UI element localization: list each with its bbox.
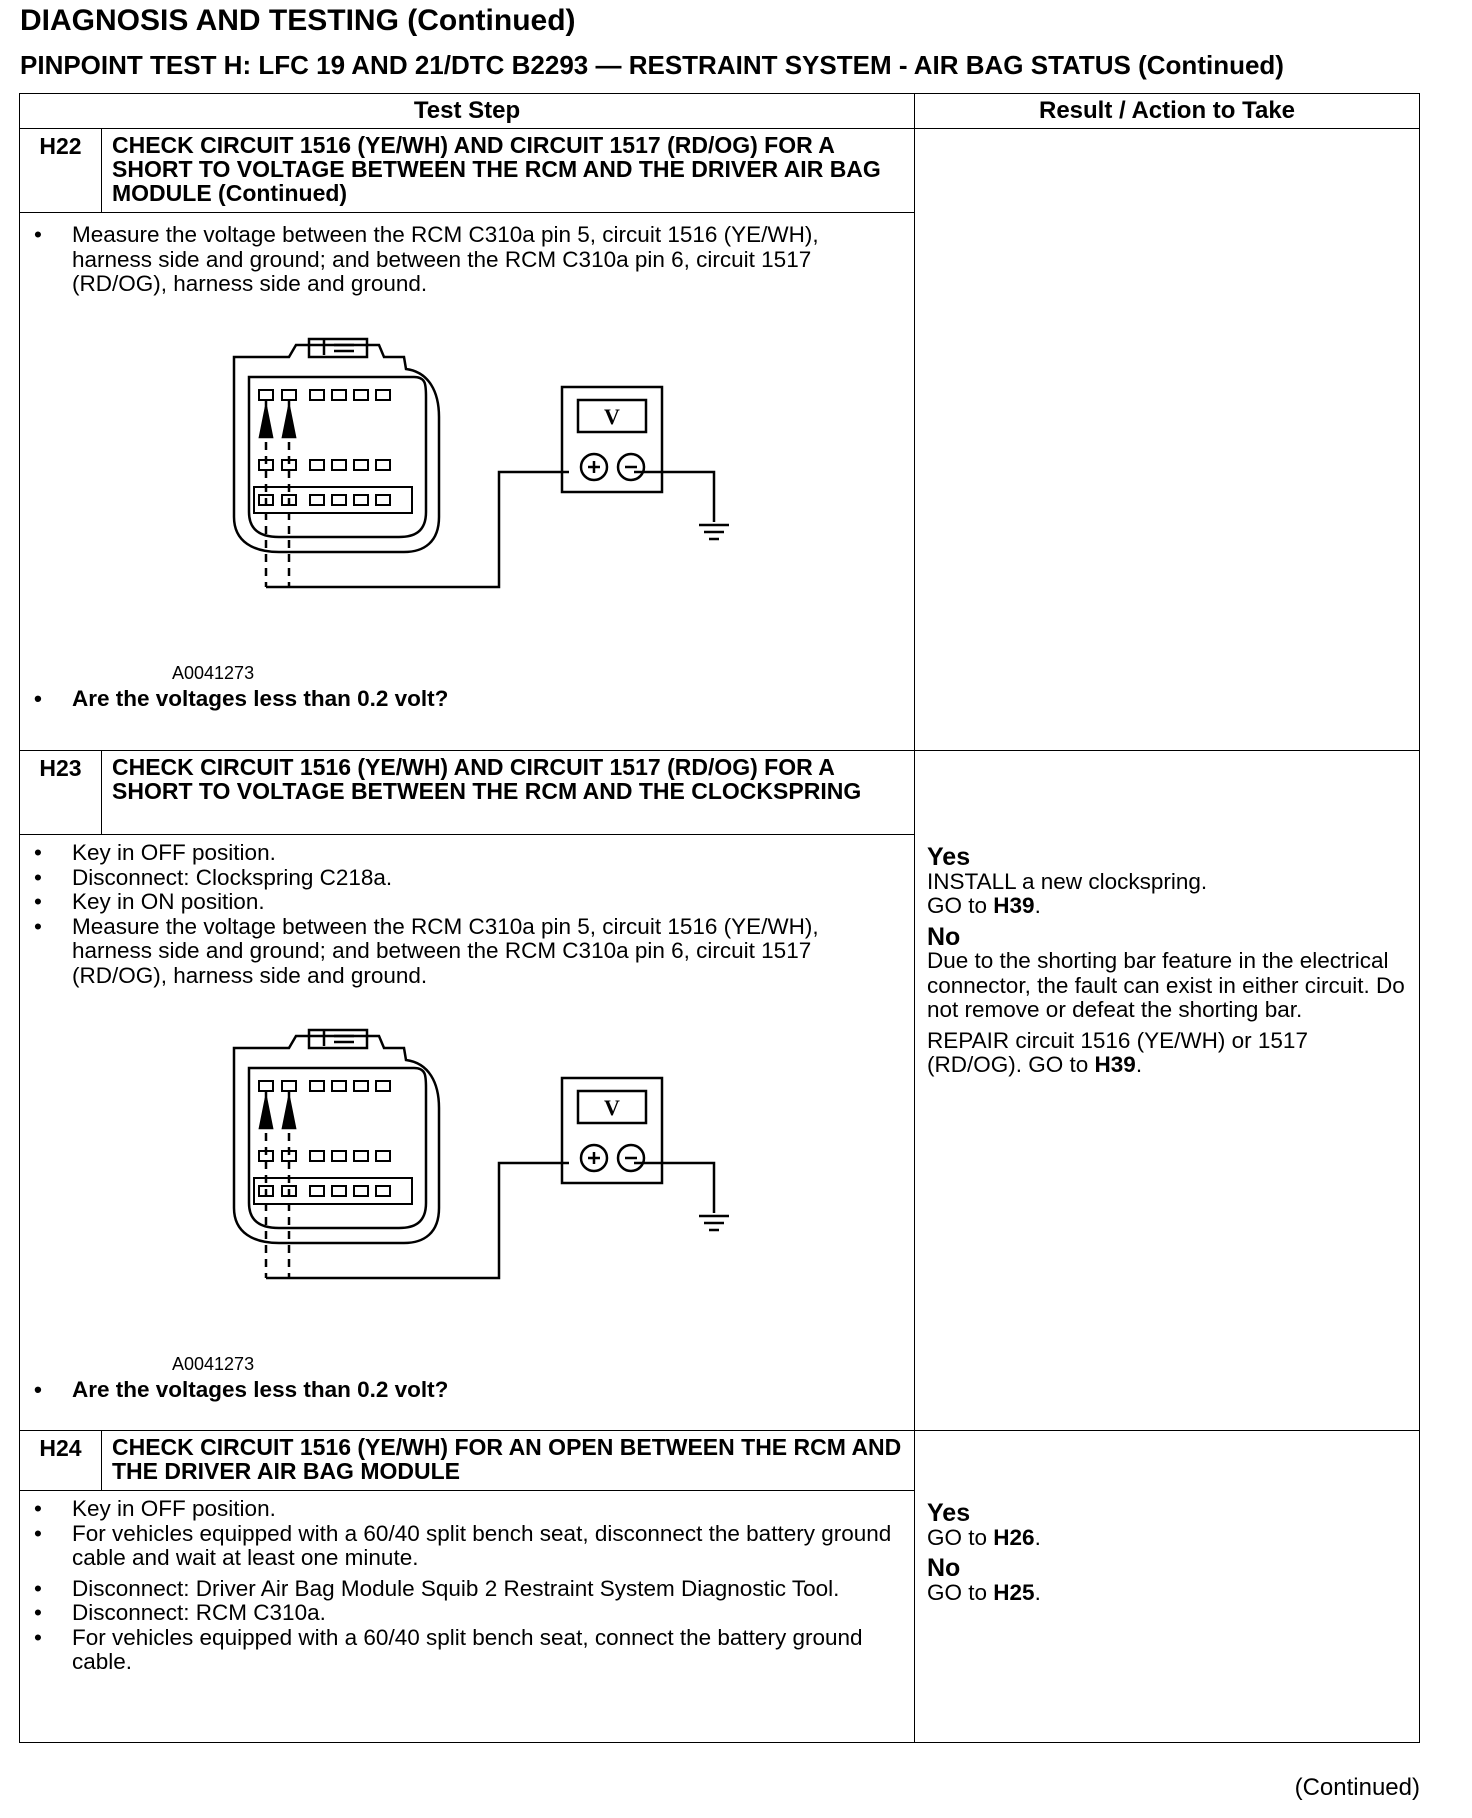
step-instruction: • Measure the voltage between the RCM C310a pin 5, circuit 1516 (YE/WH), harness side and ground; and between the RCM C310a pin 6, circuit 1517 (RD/OG), harness side and ground. (34, 223, 904, 297)
column-header-result: Result / Action to Take (915, 94, 1420, 129)
no-repair-action: REPAIR circuit 1516 (YE/WH) or 1517 (RD/OG). GO to (927, 1027, 1308, 1077)
result-cell-empty (915, 129, 1420, 751)
yes-label: Yes (927, 1499, 971, 1527)
connector-diagram (34, 1028, 904, 1388)
pinpoint-test-subtitle: PINPOINT TEST H: LFC 19 AND 21/DTC B2293 — RESTRAINT SYSTEM - AIR BAG STATUS (Continued) (20, 50, 1284, 80)
no-explanation: Due to the shorting bar feature in the electrical connector, the fault can exist in either circuit. Do not remove or defeat the shorting bar. (927, 948, 1405, 1022)
meter-label: V (604, 1095, 620, 1120)
meter-label: V (604, 403, 620, 429)
page-title: DIAGNOSIS AND TESTING (Continued) (20, 4, 576, 37)
pinpoint-test-table (19, 93, 1420, 1743)
step-heading: CHECK CIRCUIT 1516 (YE/WH) FOR AN OPEN BETWEEN THE RCM AND THE DRIVER AIR BAG MODULE (102, 1431, 915, 1491)
step-id: H22 (20, 129, 102, 213)
step-instruction: • Disconnect: RCM C310a. (34, 1601, 904, 1626)
step-instruction: • Disconnect: Clockspring C218a. (34, 866, 904, 891)
goto-prefix: GO to (927, 893, 988, 918)
step-instruction: • Key in OFF position. (34, 1497, 904, 1522)
goto-step: H39 (1094, 1052, 1136, 1077)
result-cell: Yes INSTALL a new clockspring. GO to H39. No Due to the shorting bar feature in the electrical connector, the fault can exist in either circuit. Do not remove or defeat the shorting bar. REPAIR circuit 1516 (YE/WH) or 1517 (RD/OG). GO to H39. (915, 751, 1420, 1431)
step-heading: CHECK CIRCUIT 1516 (YE/WH) AND CIRCUIT 1517 (RD/OG) FOR A SHORT TO VOLTAGE BETWEEN THE RCM AND THE CLOCKSPRING (102, 751, 915, 835)
step-question: • Are the voltages less than 0.2 volt? (34, 687, 904, 712)
connector-diagram (34, 337, 904, 697)
goto-step: H26 (993, 1524, 1035, 1550)
step-instruction: • Key in OFF position. (34, 841, 904, 866)
step-instruction: • Key in ON position. (34, 890, 904, 915)
voltmeter-connector-illustration (34, 337, 814, 667)
continued-note: (Continued) (1294, 1774, 1420, 1801)
figure-code: A0041273 (172, 1354, 255, 1374)
step-question: • Are the voltages less than 0.2 volt? (34, 1378, 904, 1403)
step-content (20, 1491, 915, 1743)
voltmeter-connector-illustration (34, 1028, 814, 1358)
yes-action: INSTALL a new clockspring. (927, 868, 1208, 894)
step-instruction: • For vehicles equipped with a 60/40 split bench seat, disconnect the battery ground cable and wait at least one minute. (34, 1522, 904, 1571)
no-label: No (927, 922, 961, 951)
step-heading: CHECK CIRCUIT 1516 (YE/WH) AND CIRCUIT 1517 (RD/OG) FOR A SHORT TO VOLTAGE BETWEEN THE RCM AND THE DRIVER AIR BAG MODULE (Continued) (102, 129, 915, 213)
result-cell: Yes GO to H26. No GO to H25. (915, 1431, 1420, 1743)
no-label: No (927, 1554, 961, 1582)
step-content (20, 213, 915, 751)
goto-prefix: GO to (927, 1579, 988, 1605)
goto-step: H25 (993, 1579, 1035, 1605)
column-header-test-step: Test Step (20, 94, 915, 129)
step-instruction: • Measure the voltage between the RCM C310a pin 5, circuit 1516 (YE/WH), harness side and ground; and between the RCM C310a pin 6, circuit 1517 (RD/OG), harness side and ground. (34, 915, 904, 989)
step-instruction: • Disconnect: Driver Air Bag Module Squib 2 Restraint System Diagnostic Tool. (34, 1577, 904, 1602)
step-id: H24 (20, 1431, 102, 1491)
step-content (20, 835, 915, 1431)
step-instruction: • For vehicles equipped with a 60/40 split bench seat, connect the battery ground cable. (34, 1626, 904, 1675)
goto-prefix: GO to (927, 1524, 988, 1550)
step-id: H23 (20, 751, 102, 835)
yes-label: Yes (927, 843, 971, 871)
goto-step: H39 (993, 893, 1035, 918)
figure-code: A0041273 (172, 662, 255, 683)
